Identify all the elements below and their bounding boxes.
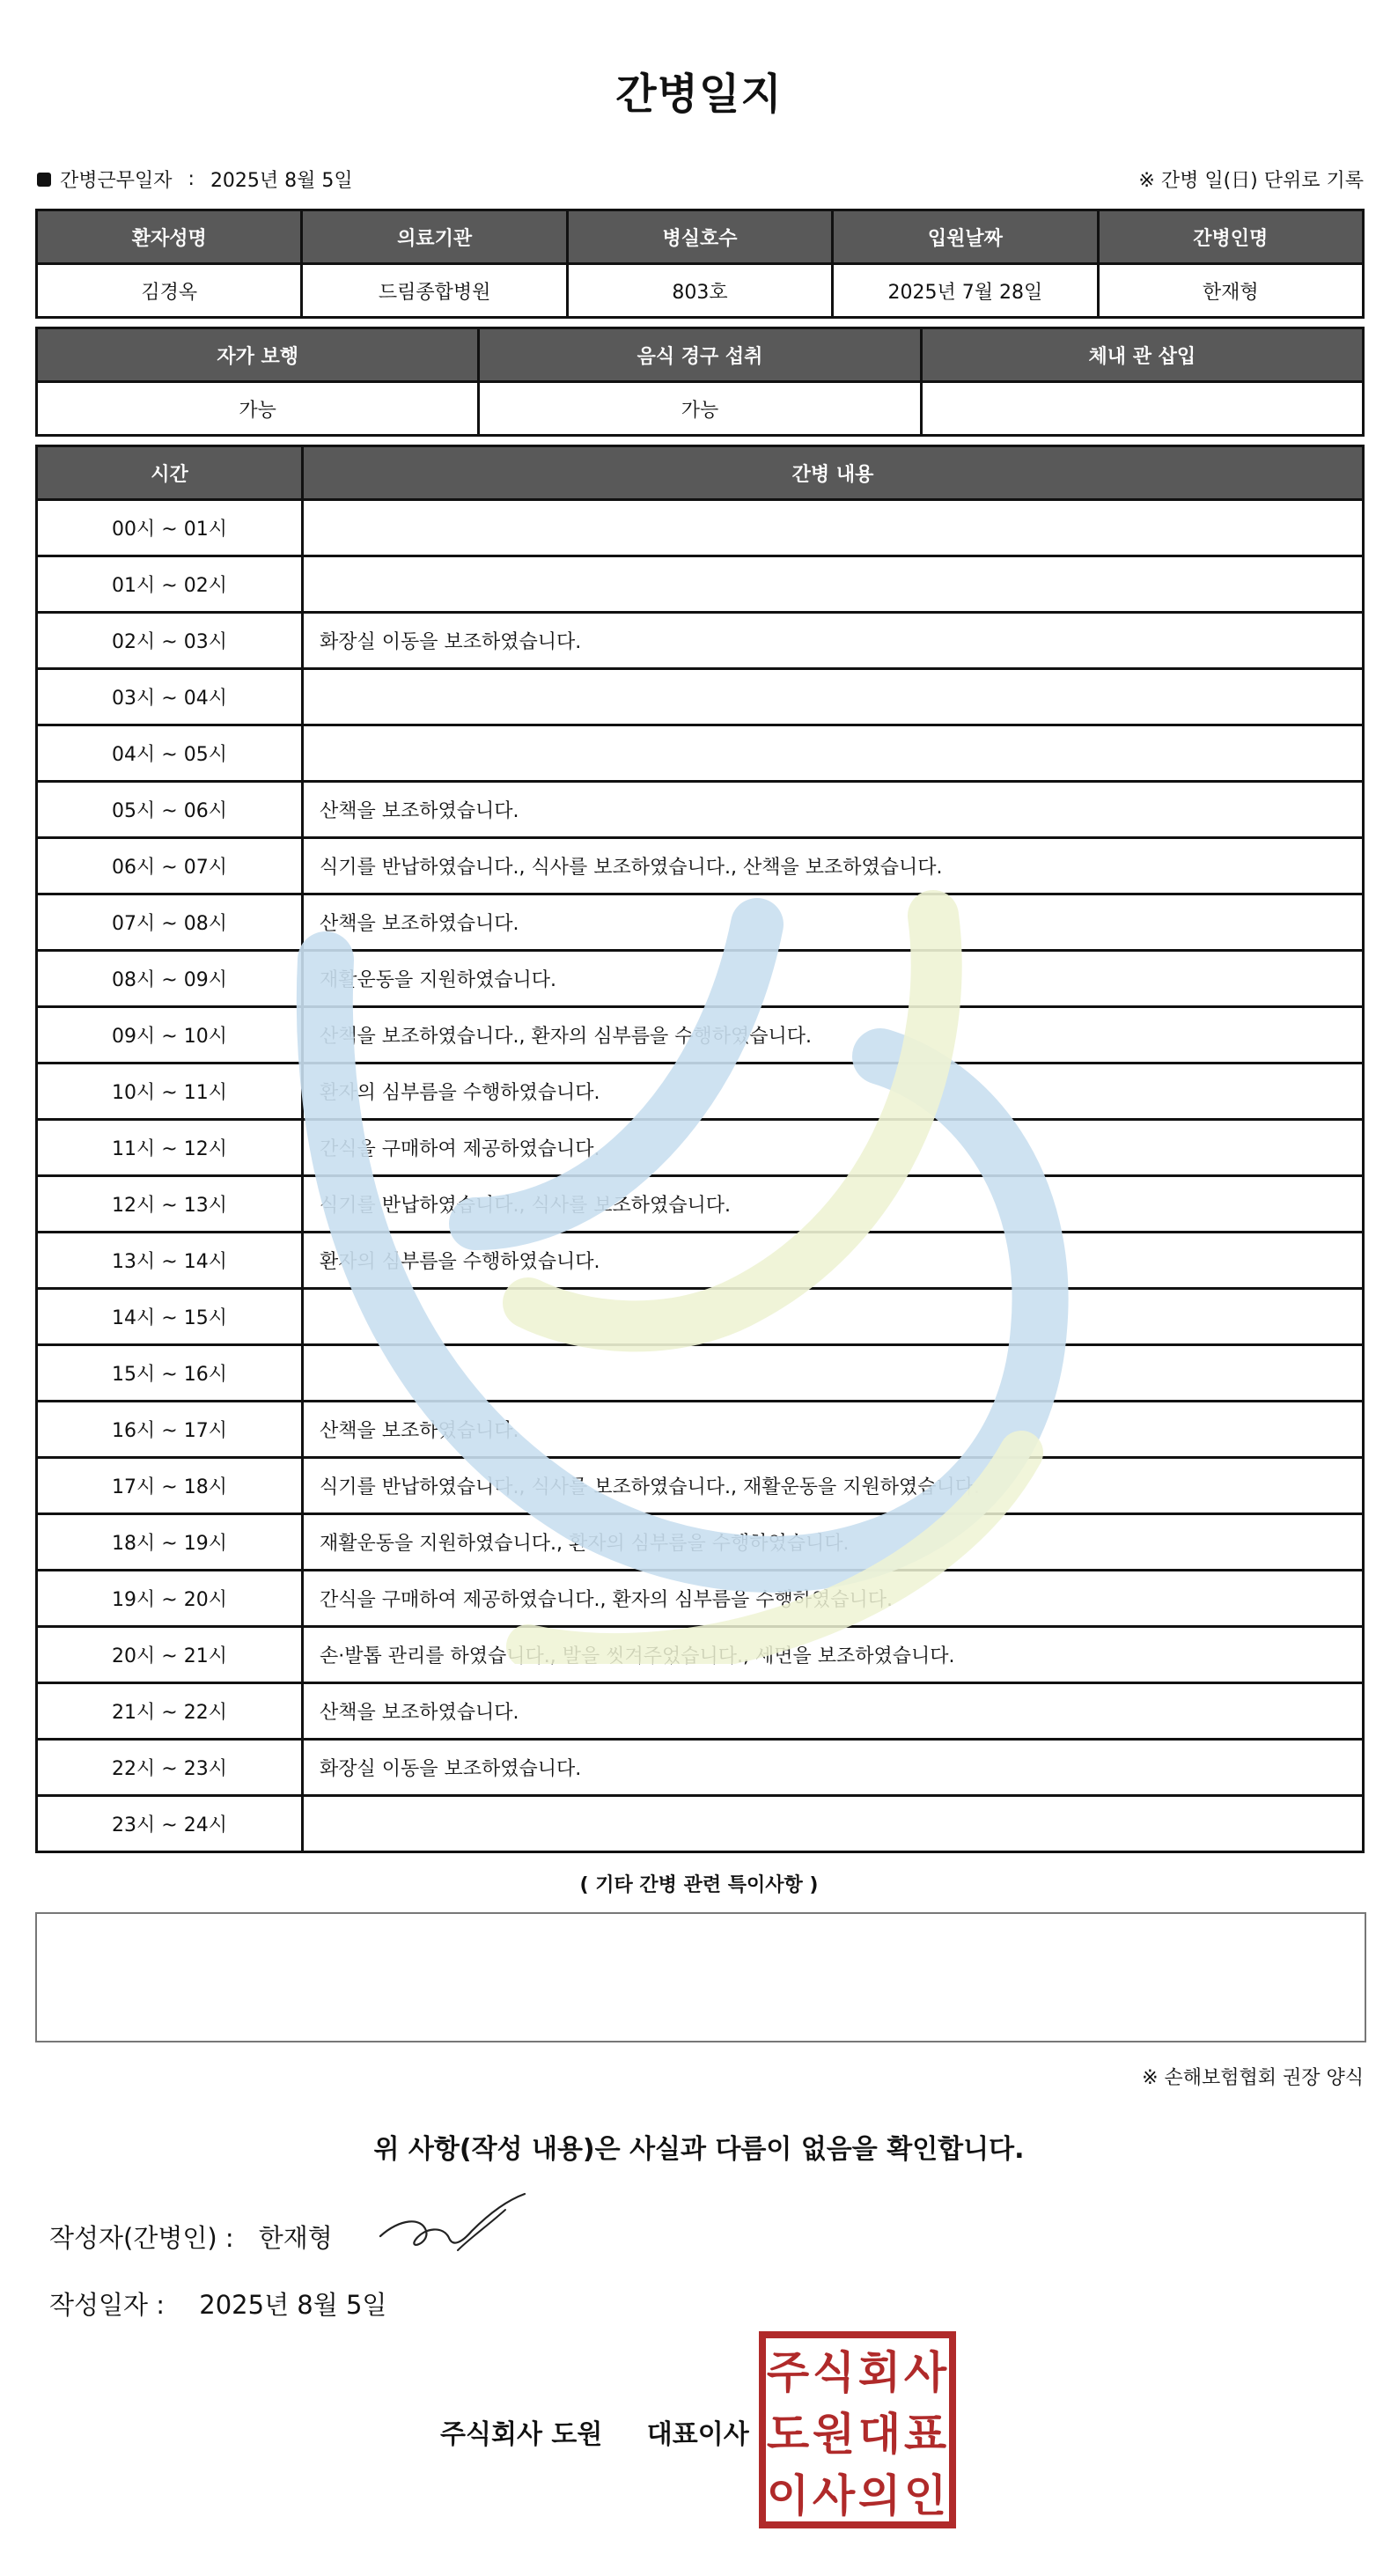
written-date-value: 2025년 8월 5일: [199, 2290, 387, 2320]
admission-date: 2025년 7월 28일: [833, 264, 1098, 318]
care-content: 산책을 보조하였습니다.: [303, 782, 1364, 838]
table-row: [37, 1796, 1364, 1852]
header-patient-name: 환자성명: [37, 210, 302, 264]
care-content: [303, 1289, 1364, 1345]
table-row: [37, 894, 1364, 951]
seal-character: 인: [903, 2470, 947, 2521]
header-caregiver-name: 간병인명: [1098, 210, 1363, 264]
representative-title: 대표이사: [646, 2419, 749, 2450]
work-date-label: 간병근무일자: [60, 170, 173, 192]
table-row: [37, 1120, 1364, 1176]
care-content: [303, 556, 1364, 613]
table-row: [37, 1740, 1364, 1796]
care-content: 재활운동을 지원하였습니다., 환자의 심부름을 수행하였습니다.: [303, 1514, 1364, 1571]
time-slot: 10시 ~ 11시: [37, 1064, 303, 1120]
time-slot: 17시 ~ 18시: [37, 1458, 303, 1514]
remarks-box: [35, 1912, 1366, 2042]
time-slot: 09시 ~ 10시: [37, 1007, 303, 1064]
record-unit-note: ※ 간병 일(日) 단위로 기록: [1138, 170, 1364, 192]
header-self-walking: 자가 보행: [37, 328, 479, 382]
time-slot: 08시 ~ 09시: [37, 951, 303, 1007]
header-hospital: 의료기관: [302, 210, 567, 264]
patient-status-table: [35, 327, 1365, 437]
table-row: [37, 1064, 1364, 1120]
company-seal-stamp: [759, 2331, 956, 2528]
table-row: [37, 1289, 1364, 1345]
time-slot: 19시 ~ 20시: [37, 1571, 303, 1627]
table-row: [37, 1571, 1364, 1627]
form-recommendation-note: ※ 손해보험협회 권장 양식: [1142, 2067, 1364, 2089]
patient-name: 김경옥: [37, 264, 302, 318]
tube-insertion-value: [921, 382, 1363, 436]
time-slot: 07시 ~ 08시: [37, 894, 303, 951]
time-slot: 02시 ~ 03시: [37, 613, 303, 669]
table-row: [37, 951, 1364, 1007]
patient-info-table: [35, 209, 1365, 319]
table-row: [37, 500, 1364, 556]
care-content: 화장실 이동을 보조하였습니다.: [303, 613, 1364, 669]
care-content: [303, 500, 1364, 556]
care-content: 산책을 보조하였습니다.: [303, 894, 1364, 951]
time-slot: 03시 ~ 04시: [37, 669, 303, 725]
time-slot: 12시 ~ 13시: [37, 1176, 303, 1233]
header-room: 병실호수: [567, 210, 832, 264]
table-row: [37, 782, 1364, 838]
caregiver-name: 한재형: [1098, 264, 1363, 318]
company-name: 주식회사 도원: [440, 2419, 603, 2450]
table-row: [37, 556, 1364, 613]
header-time: 시간: [37, 446, 303, 500]
work-date-row: [37, 166, 353, 193]
seal-character: 도: [766, 2409, 810, 2460]
seal-character: 회: [857, 2347, 901, 2398]
self-walking-value: 가능: [37, 382, 479, 436]
time-slot: 23시 ~ 24시: [37, 1796, 303, 1852]
seal-character: 식: [812, 2347, 856, 2398]
seal-character: 사: [812, 2470, 856, 2521]
hospital-name: 드림종합병원: [302, 264, 567, 318]
time-slot: 18시 ~ 19시: [37, 1514, 303, 1571]
care-content: 화장실 이동을 보조하였습니다.: [303, 1740, 1364, 1796]
table-row: [37, 1627, 1364, 1683]
seal-character: 표: [903, 2409, 947, 2460]
time-slot: 15시 ~ 16시: [37, 1345, 303, 1402]
time-slot: 11시 ~ 12시: [37, 1120, 303, 1176]
time-slot: 05시 ~ 06시: [37, 782, 303, 838]
table-row: [37, 1402, 1364, 1458]
page-title: 간병일지: [615, 70, 783, 119]
time-slot: 01시 ~ 02시: [37, 556, 303, 613]
writer-label: 작성자(간병인) :: [49, 2223, 234, 2253]
time-slot: 00시 ~ 01시: [37, 500, 303, 556]
oral-intake-value: 가능: [479, 382, 921, 436]
table-row: [37, 1514, 1364, 1571]
care-content: 환자의 심부름을 수행하였습니다.: [303, 1064, 1364, 1120]
care-content: 식기를 반납하였습니다., 식사를 보조하였습니다., 산책을 보조하였습니다.: [303, 838, 1364, 894]
written-date-row: [49, 2285, 386, 2322]
table-row: [37, 1683, 1364, 1740]
seal-character: 이: [766, 2470, 810, 2521]
table-row: [37, 838, 1364, 894]
written-date-label: 작성일자 :: [49, 2290, 166, 2320]
seal-character: 원: [812, 2409, 856, 2460]
seal-character: 주: [766, 2347, 810, 2398]
care-content: [303, 725, 1364, 782]
care-content: 간식을 구매하여 제공하였습니다., 환자의 심부름을 수행하였습니다.: [303, 1571, 1364, 1627]
care-content: 산책을 보조하였습니다., 환자의 심부름을 수행하였습니다.: [303, 1007, 1364, 1064]
seal-character: 의: [857, 2470, 901, 2521]
confirmation-statement: 위 사항(작성 내용)은 사실과 다름이 없음을 확인합니다.: [373, 2134, 1025, 2165]
table-row: [37, 1176, 1364, 1233]
hourly-log-table: [35, 445, 1365, 1853]
seal-character: 사: [903, 2347, 947, 2398]
care-content: [303, 1345, 1364, 1402]
care-content: [303, 669, 1364, 725]
table-row: [37, 1233, 1364, 1289]
work-date-colon: :: [188, 168, 195, 190]
time-slot: 20시 ~ 21시: [37, 1627, 303, 1683]
care-content: 식기를 반납하였습니다., 식사를 보조하였습니다.: [303, 1176, 1364, 1233]
time-slot: 04시 ~ 05시: [37, 725, 303, 782]
header-care-content: 간병 내용: [303, 446, 1364, 500]
remarks-title: ( 기타 간병 관련 특이사항 ): [579, 1874, 819, 1896]
writer-name: 한재형: [258, 2223, 333, 2253]
table-row: [37, 669, 1364, 725]
time-slot: 06시 ~ 07시: [37, 838, 303, 894]
work-date-value: 2025년 8월 5일: [210, 170, 353, 192]
table-row: [37, 725, 1364, 782]
time-slot: 13시 ~ 14시: [37, 1233, 303, 1289]
care-content: [303, 1796, 1364, 1852]
company-line: [440, 2412, 749, 2451]
table-row: [37, 1007, 1364, 1064]
care-content: 재활운동을 지원하였습니다.: [303, 951, 1364, 1007]
header-admission-date: 입원날짜: [833, 210, 1098, 264]
time-slot: 21시 ~ 22시: [37, 1683, 303, 1740]
table-row: [37, 1345, 1364, 1402]
time-slot: 22시 ~ 23시: [37, 1740, 303, 1796]
header-oral-intake: 음식 경구 섭취: [479, 328, 921, 382]
room-number: 803호: [567, 264, 832, 318]
care-content: 식기를 반납하였습니다., 식사를 보조하였습니다., 재활운동을 지원하였습니다.: [303, 1458, 1364, 1514]
seal-character: 대: [857, 2409, 901, 2460]
table-row: [37, 613, 1364, 669]
header-tube-insertion: 체내 관 삽입: [921, 328, 1363, 382]
writer-row: [49, 2219, 333, 2255]
time-slot: 14시 ~ 15시: [37, 1289, 303, 1345]
care-content: 환자의 심부름을 수행하였습니다.: [303, 1233, 1364, 1289]
table-row: [37, 1458, 1364, 1514]
care-content: 간식을 구매하여 제공하였습니다.: [303, 1120, 1364, 1176]
care-content: 손·발톱 관리를 하였습니다., 발을 씻겨주었습니다., 세면을 보조하였습니다.: [303, 1627, 1364, 1683]
time-slot: 16시 ~ 17시: [37, 1402, 303, 1458]
signature-icon: [373, 2192, 532, 2263]
care-content: 산책을 보조하였습니다.: [303, 1402, 1364, 1458]
square-bullet-icon: [37, 173, 51, 187]
care-content: 산책을 보조하였습니다.: [303, 1683, 1364, 1740]
